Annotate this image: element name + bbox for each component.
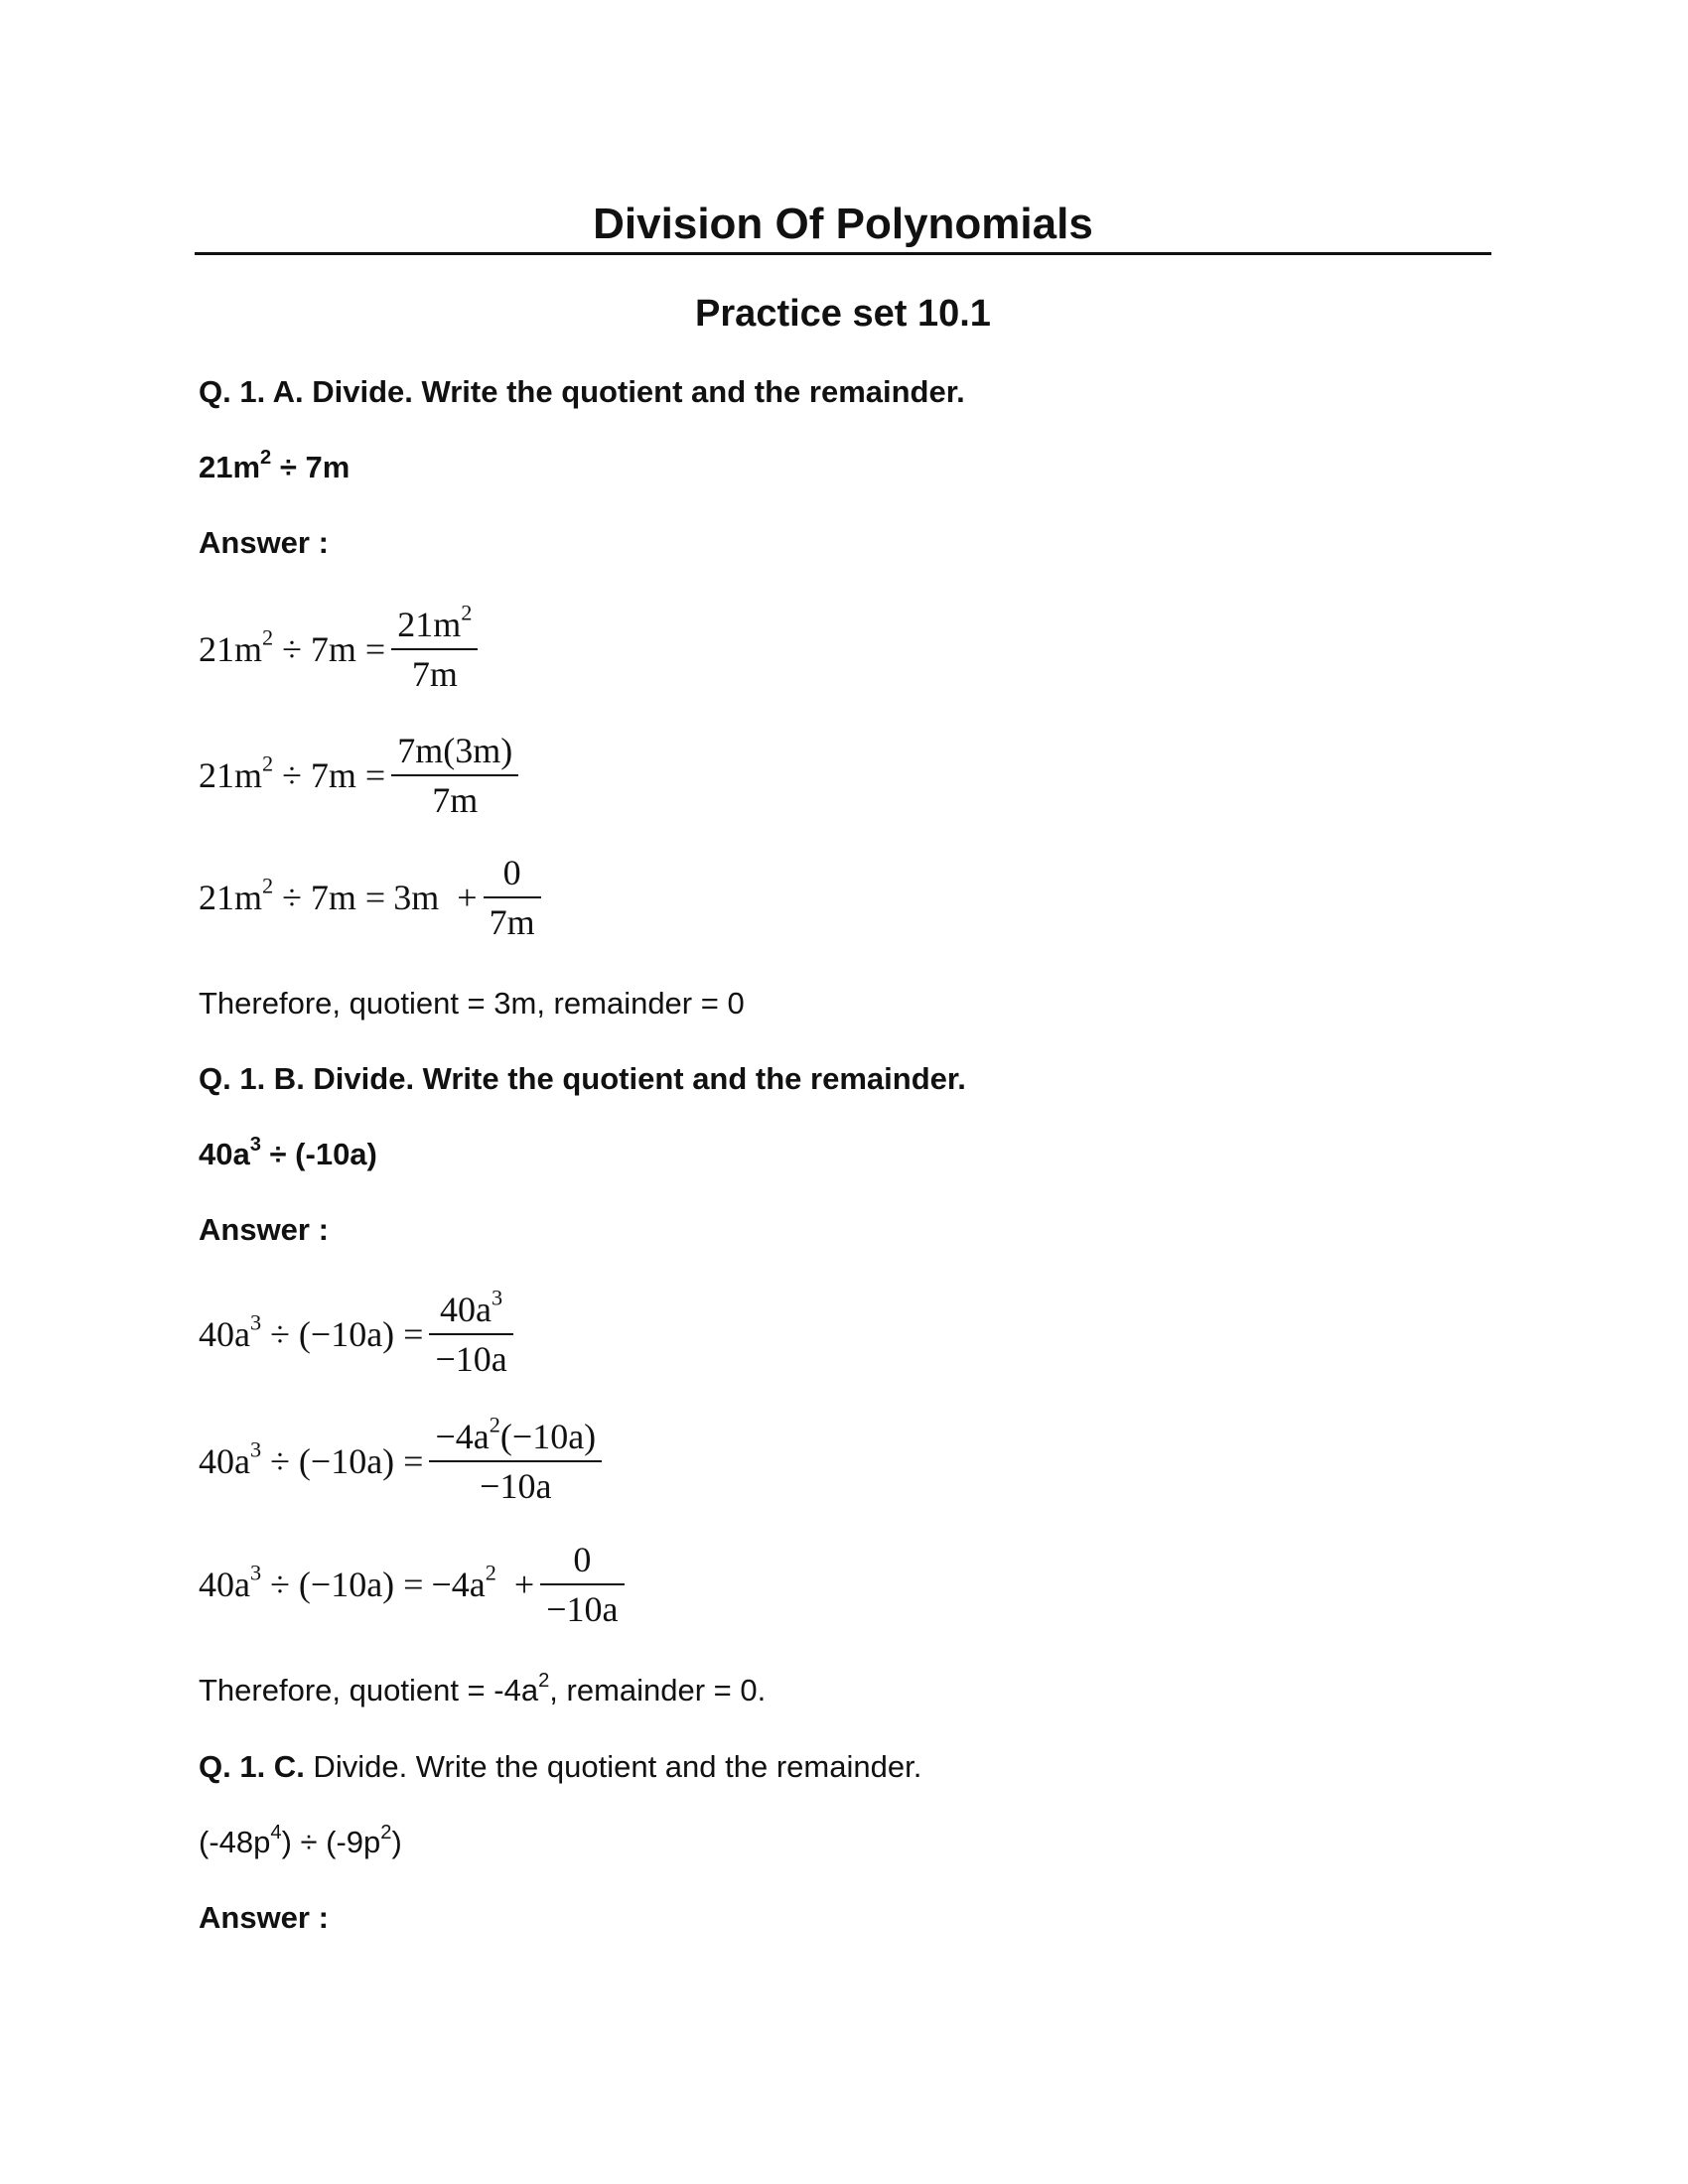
- fraction-denominator: 7m: [432, 780, 479, 820]
- q1b-answer-label: Answer :: [199, 1212, 329, 1247]
- numerator-rest: (−10a): [499, 1417, 597, 1456]
- q1b-step2-fraction: [429, 1413, 602, 1510]
- q1a-expr-exponent: 2: [260, 446, 272, 469]
- fraction-numerator: 0: [502, 853, 521, 892]
- plus-sign: +: [513, 1565, 535, 1604]
- lhs-rest: ÷ 7m =: [273, 878, 386, 917]
- fraction-denominator: 7m: [411, 654, 458, 694]
- fraction-numerator: [429, 1413, 602, 1460]
- fraction-denominator: −10a: [435, 1339, 507, 1379]
- q1a-question: Q. 1. A. Divide. Write the quotient and the remainder.: [199, 374, 965, 409]
- fraction-numerator: 0: [573, 1540, 592, 1579]
- lhs-exponent: 2: [262, 624, 274, 650]
- q1a-step2-lhs: [199, 751, 386, 796]
- fraction-denominator: 7m: [489, 902, 535, 942]
- numerator-exponent: 2: [489, 1412, 500, 1437]
- q1b-step3-lhs: [199, 1560, 424, 1605]
- q1a-answer-label: Answer :: [199, 525, 329, 560]
- lhs-base: 40a: [199, 1441, 250, 1481]
- q1b-step-1: [199, 1276, 519, 1393]
- quotient-exponent: 2: [485, 1560, 496, 1585]
- lhs-exponent: 3: [249, 1560, 262, 1585]
- q1c-question-text: Divide. Write the quotient and the remainder.: [304, 1749, 922, 1784]
- lhs-base: 40a: [199, 1314, 250, 1354]
- title-underline: [195, 252, 1491, 255]
- q1c-question-label: Q. 1. C.: [199, 1749, 305, 1784]
- page-title: Division Of Polynomials: [593, 200, 1093, 248]
- conclusion-exponent: 2: [538, 1669, 550, 1692]
- numerator-exponent: 3: [492, 1285, 503, 1310]
- lhs-base: 40a: [199, 1565, 250, 1604]
- q1a-step3-lhs: [199, 873, 386, 918]
- lhs-base: 21m: [199, 878, 263, 917]
- q1b-step3-quotient: [431, 1560, 496, 1605]
- q1a-step1-fraction: [391, 601, 478, 698]
- q1a-step-2: [199, 717, 524, 834]
- q1a-step1-lhs: [199, 624, 386, 670]
- lhs-exponent: 2: [262, 751, 274, 776]
- expr-exponent-a: 4: [270, 1821, 282, 1843]
- numerator-exponent: 2: [461, 600, 473, 625]
- practice-set-heading: Practice set 10.1: [695, 293, 991, 335]
- numerator-base: −4a: [435, 1417, 490, 1456]
- q1a-step3-fraction: [484, 849, 541, 946]
- q1a-expr-base: 21m: [199, 450, 261, 484]
- q1a-expression: [199, 448, 350, 487]
- quotient-base: −4a: [431, 1565, 486, 1604]
- fraction-numerator: [391, 601, 478, 648]
- q1b-step2-lhs: [199, 1436, 424, 1482]
- q1a-step-3: [199, 839, 547, 956]
- lhs-rest: ÷ 7m =: [273, 755, 386, 795]
- q1a-conclusion: Therefore, quotient = 3m, remainder = 0: [199, 986, 745, 1021]
- fraction-numerator: 7m(3m): [397, 731, 513, 770]
- expr-exponent-b: 2: [380, 1821, 392, 1843]
- numerator-base: 21m: [397, 605, 462, 644]
- lhs-rest: ÷ (−10a) =: [261, 1314, 424, 1354]
- lhs-rest: ÷ (−10a) =: [261, 1565, 424, 1604]
- q1b-step-3: [199, 1526, 631, 1643]
- lhs-exponent: 2: [262, 873, 274, 898]
- q1c-expression: [199, 1823, 402, 1862]
- lhs-rest: ÷ 7m =: [273, 629, 386, 669]
- lhs-base: 21m: [199, 755, 263, 795]
- lhs-rest: ÷ (−10a) =: [261, 1441, 424, 1481]
- q1c-answer-label: Answer :: [199, 1900, 329, 1935]
- q1a-expr-rest: ÷ 7m: [271, 450, 351, 484]
- q1b-question: Q. 1. B. Divide. Write the quotient and the remainder.: [199, 1061, 966, 1096]
- q1b-step-2: [199, 1403, 608, 1520]
- q1b-expr-base: 40a: [199, 1137, 250, 1171]
- lhs-exponent: 3: [249, 1309, 262, 1335]
- lhs-exponent: 3: [249, 1436, 262, 1462]
- q1b-expression: [199, 1135, 377, 1174]
- q1a-step3-quotient: 3m: [393, 878, 440, 917]
- fraction-denominator: −10a: [480, 1466, 552, 1506]
- lhs-base: 21m: [199, 629, 263, 669]
- numerator-base: 40a: [440, 1290, 492, 1329]
- q1b-step1-lhs: [199, 1309, 424, 1355]
- q1a-step2-fraction: [391, 727, 518, 824]
- conclusion-text: Therefore, quotient = -4a: [199, 1673, 539, 1707]
- q1b-step1-fraction: [429, 1286, 512, 1383]
- q1b-conclusion: [199, 1671, 766, 1710]
- q1b-step3-fraction: [540, 1536, 624, 1633]
- q1a-step-1: [199, 591, 484, 708]
- expr-part-b: ) ÷ (-9p: [281, 1825, 381, 1859]
- fraction-numerator: [434, 1286, 508, 1333]
- expr-part-a: (-48p: [199, 1825, 271, 1859]
- q1b-expr-exponent: 3: [249, 1133, 261, 1156]
- q1c-question: [199, 1747, 921, 1787]
- plus-sign: +: [457, 878, 478, 917]
- expr-part-c: ): [391, 1825, 402, 1859]
- conclusion-text-end: , remainder = 0.: [549, 1673, 767, 1707]
- fraction-denominator: −10a: [546, 1589, 619, 1629]
- q1b-expr-rest: ÷ (-10a): [260, 1137, 377, 1171]
